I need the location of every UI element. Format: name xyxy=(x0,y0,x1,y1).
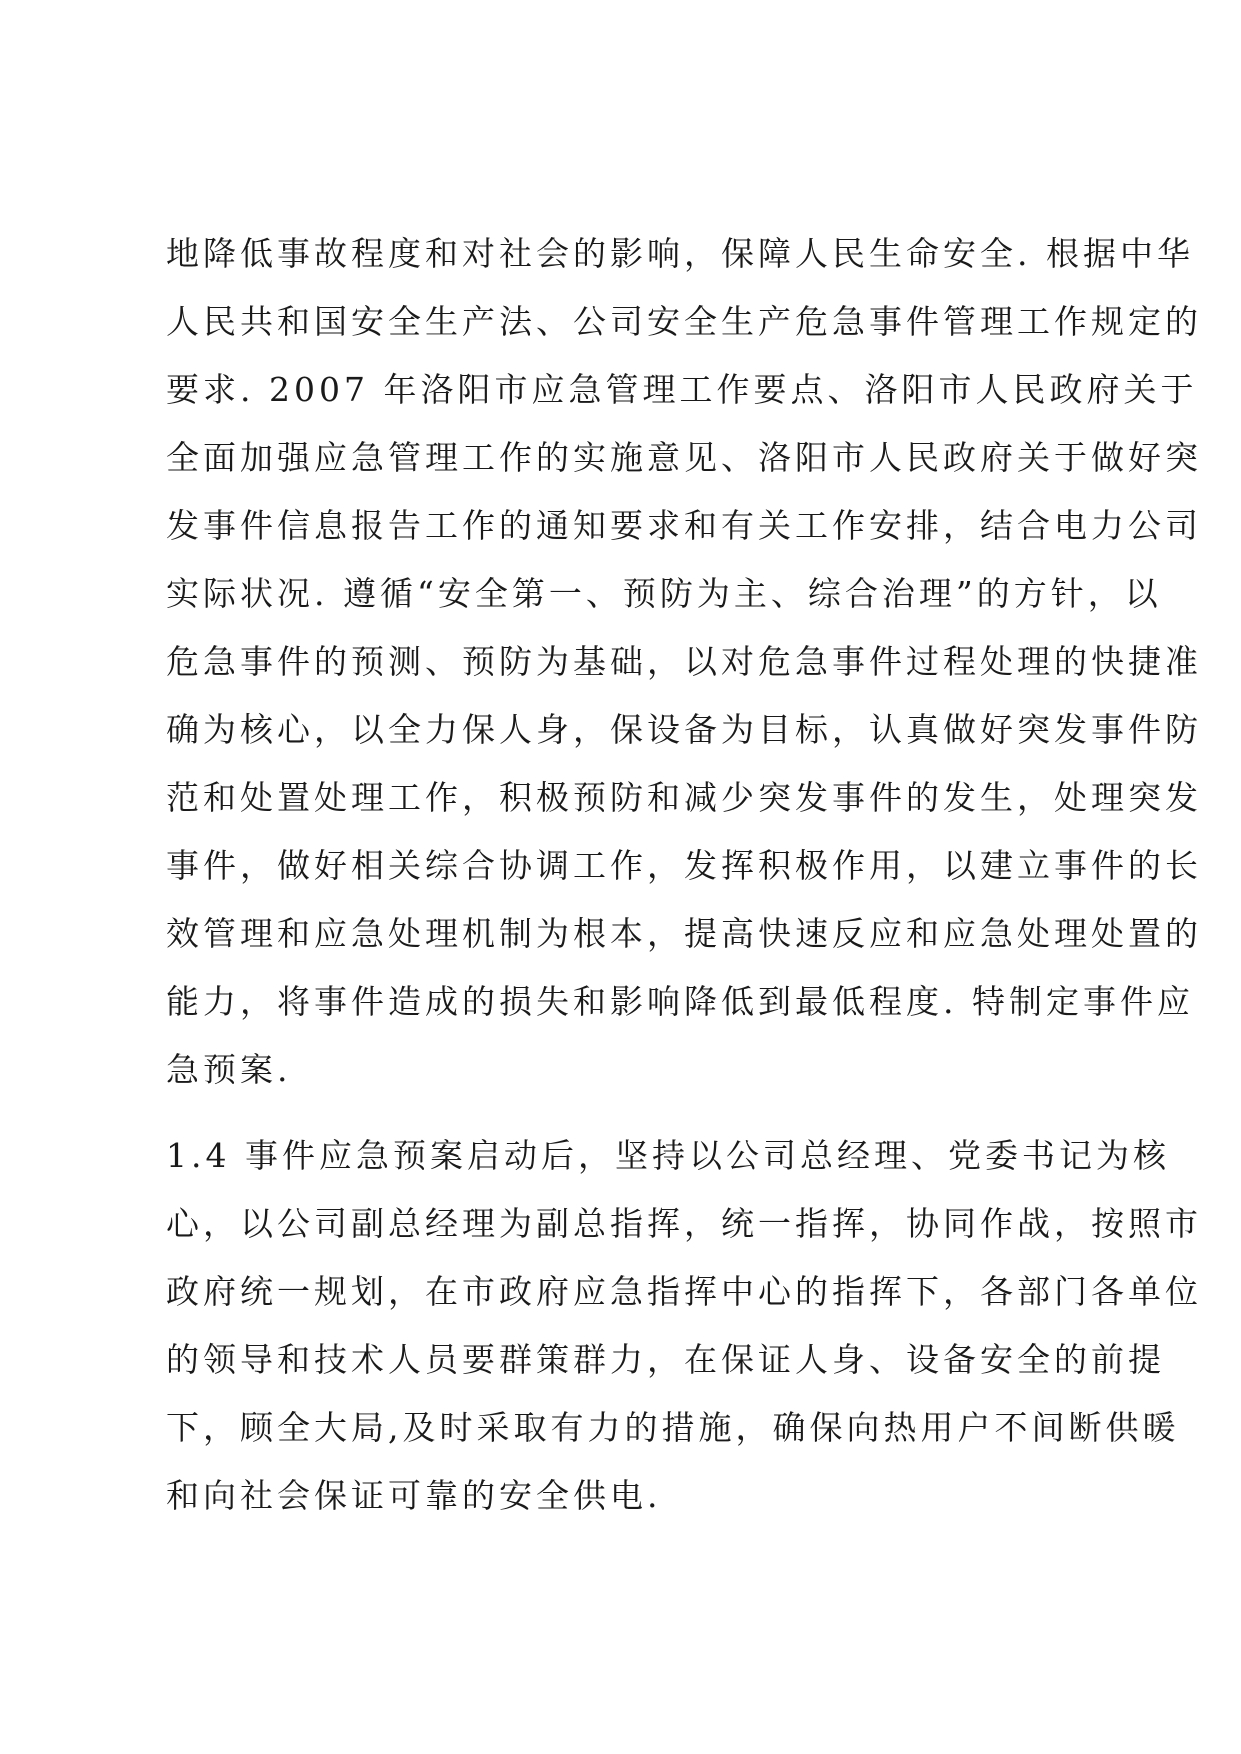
text-line: 急预案. xyxy=(166,1050,292,1089)
text-line: 效管理和应急处理机制为根本，提高快速反应和应急处理处置的 xyxy=(166,914,1202,953)
text-line: 和向社会保证可靠的安全供电. xyxy=(166,1476,662,1515)
text-line: 人民共和国安全生产法、公司安全生产危急事件管理工作规定的 xyxy=(166,302,1202,341)
text-line: 地降低事故程度和对社会的影响，保障人民生命安全. 根据中华 xyxy=(166,234,1194,273)
text-line: 心，以公司副总经理为副总指挥，统一指挥，协同作战，按照市 xyxy=(166,1204,1202,1243)
text-line: 实际状况. 遵循“安全第一、预防为主、综合治理”的方针，以 xyxy=(166,574,1162,613)
paragraph-emergency-plan-basis xyxy=(166,220,1202,1104)
text-line: 范和处置处理工作，积极预防和减少突发事件的发生，处理突发 xyxy=(166,778,1202,817)
text-line: 1.4 事件应急预案启动后，坚持以公司总经理、党委书记为核 xyxy=(166,1136,1170,1175)
text-line: 事件，做好相关综合协调工作，发挥积极作用，以建立事件的长 xyxy=(166,846,1202,885)
text-line: 能力，将事件造成的损失和影响降低到最低程度. 特制定事件应 xyxy=(166,982,1194,1021)
text-line: 全面加强应急管理工作的实施意见、洛阳市人民政府关于做好突 xyxy=(166,438,1202,477)
text-line: 危急事件的预测、预防为基础，以对危急事件过程处理的快捷准 xyxy=(166,642,1202,681)
text-line: 确为核心，以全力保人身，保设备为目标，认真做好突发事件防 xyxy=(166,710,1202,749)
text-line: 的领导和技术人员要群策群力，在保证人身、设备安全的前提 xyxy=(166,1340,1165,1379)
paragraph-section-1-4 xyxy=(166,1122,1202,1530)
text-line: 政府统一规划，在市政府应急指挥中心的指挥下，各部门各单位 xyxy=(166,1272,1202,1311)
text-line: 发事件信息报告工作的通知要求和有关工作安排，结合电力公司 xyxy=(166,506,1202,545)
text-line: 要求. 2007 年洛阳市应急管理工作要点、洛阳市人民政府关于 xyxy=(166,370,1198,409)
text-line: 下，顾全大局,及时采取有力的措施，确保向热用户不间断供暖 xyxy=(166,1408,1180,1447)
